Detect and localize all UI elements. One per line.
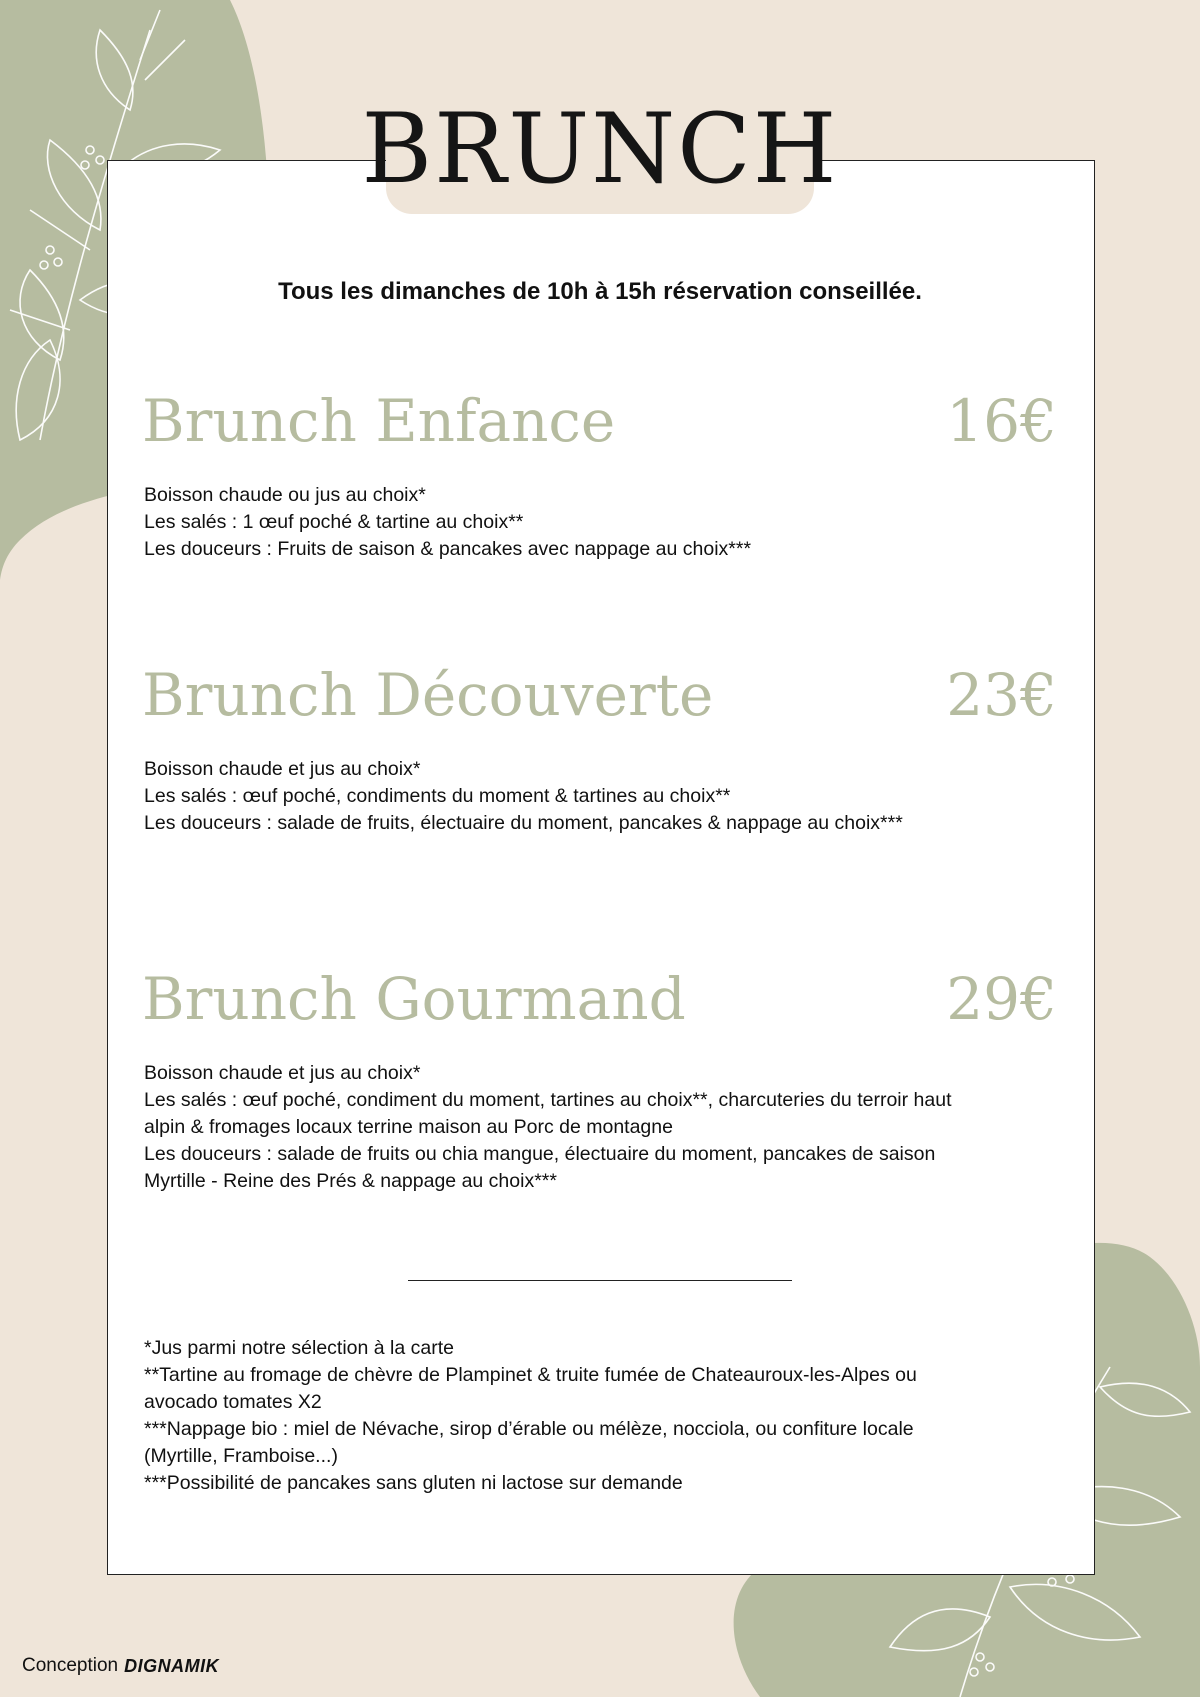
menu-name: Brunch Découverte <box>142 661 714 729</box>
section-divider <box>408 1280 792 1281</box>
menu-decouverte-header <box>142 661 1057 729</box>
menu-line: Boisson chaude et jus au choix* <box>144 1062 421 1084</box>
menu-gourmand-header <box>142 965 1057 1033</box>
menu-name: Brunch Gourmand <box>142 965 686 1033</box>
menu-line: Boisson chaude ou jus au choix* <box>144 484 426 506</box>
design-credit <box>22 1655 219 1677</box>
footnote: ***Possibilité de pancakes sans gluten ni lactose sur demande <box>144 1472 683 1494</box>
menu-price: 16€ <box>946 387 1057 455</box>
menu-price: 23€ <box>946 661 1057 729</box>
credit-brand-logo: DIGNAMIK <box>124 1655 220 1676</box>
menu-line: Les salés : œuf poché, condiment du moment, tartines au choix**, charcuteries du terroir haut alpin & fromages locaux terrine maison au Porc de montagne <box>144 1089 952 1138</box>
opening-hours: Tous les dimanches de 10h à 15h réservation conseillée. <box>278 278 922 305</box>
menu-line: Les salés : œuf poché, condiments du moment & tartines au choix** <box>144 785 731 807</box>
menu-gourmand-details <box>144 1060 974 1195</box>
menu-line: Les douceurs : Fruits de saison & pancakes avec nappage au choix*** <box>144 538 752 560</box>
page-title: BRUNCH <box>361 93 839 205</box>
menu-line: Les douceurs : salade de fruits, électuaire du moment, pancakes & nappage au choix*** <box>144 812 903 834</box>
title-tab <box>361 84 839 214</box>
footnotes <box>144 1335 964 1497</box>
menu-line: Boisson chaude et jus au choix* <box>144 758 421 780</box>
menu-price: 29€ <box>946 965 1057 1033</box>
footnote: **Tartine au fromage de chèvre de Plampinet & truite fumée de Chateauroux-les-Alpes ou avocado tomates X2 <box>144 1364 917 1413</box>
menu-line: Les salés : 1 œuf poché & tartine au choix** <box>144 511 524 533</box>
footnote: ***Nappage bio : miel de Névache, sirop d’érable ou mélèze, nocciola, ou confiture locale (Myrtille, Framboise...) <box>144 1418 914 1467</box>
menu-name: Brunch Enfance <box>142 387 616 455</box>
menu-line: Les douceurs : salade de fruits ou chia mangue, électuaire du moment, pancakes de saison Myrtille - Reine des Prés & nappage au choix*** <box>144 1143 936 1192</box>
footnote: *Jus parmi notre sélection à la carte <box>144 1337 454 1359</box>
menu-decouverte-details <box>144 756 984 837</box>
menu-enfance-details <box>144 482 984 563</box>
credit-label: Conception <box>22 1655 119 1676</box>
menu-enfance-header <box>142 387 1057 455</box>
